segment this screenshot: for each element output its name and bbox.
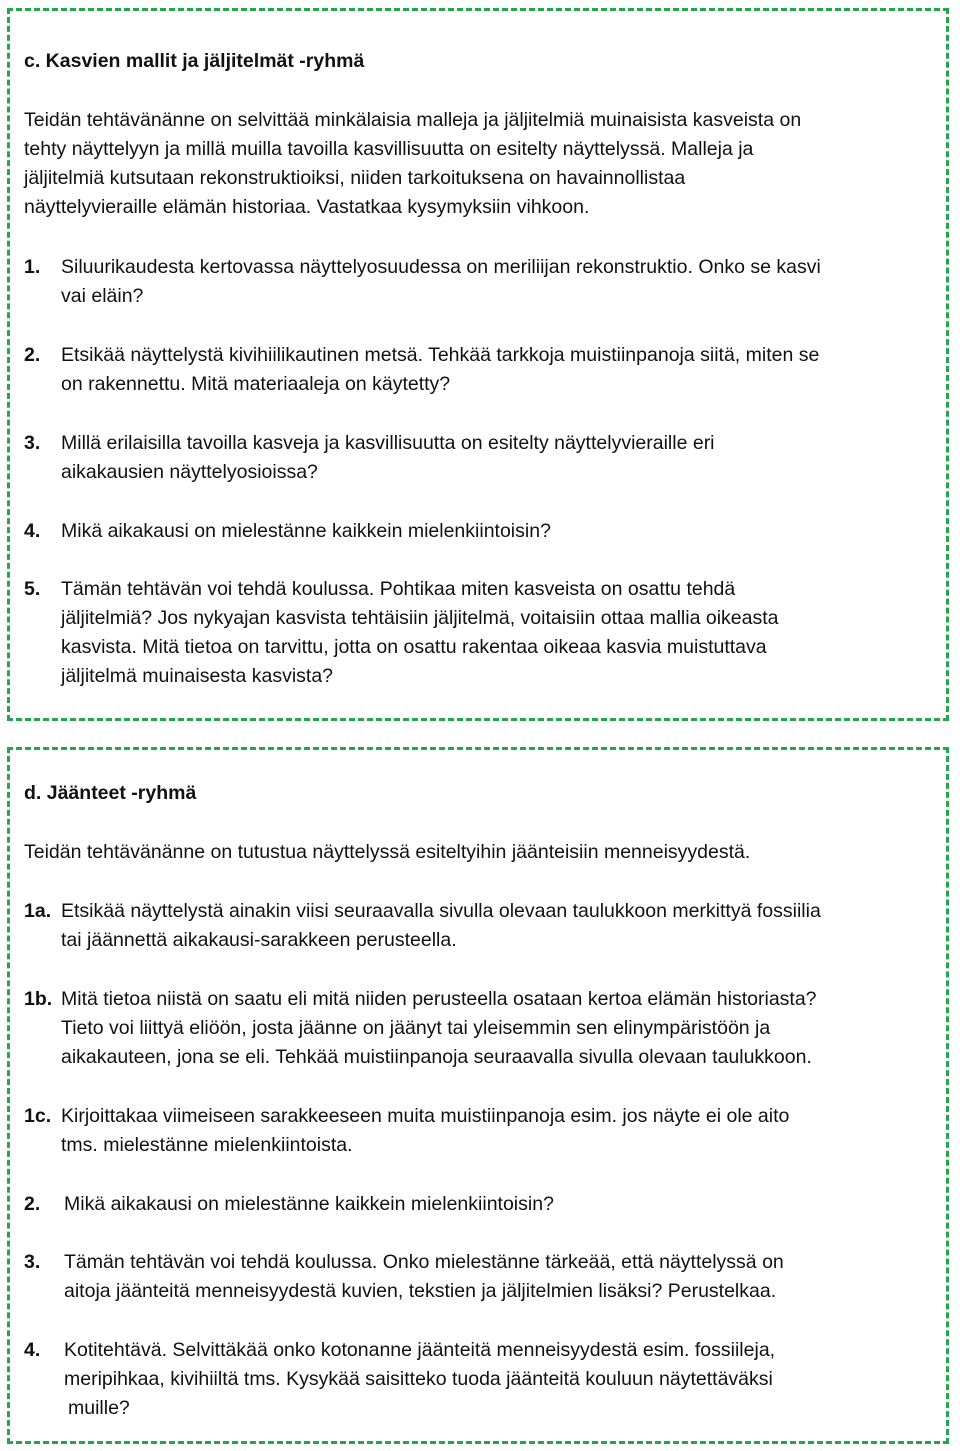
task-line: Mitä tietoa niistä on saatu eli mitä niiden perusteella osataan kertoa elämän historiasta?	[61, 988, 817, 1010]
intro-line: jäljitelmiä kutsutaan rekonstruktioiksi, niiden tarkoituksena on havainnollistaa	[24, 167, 686, 189]
question-line: jäljitelmä muinaisesta kasvista?	[61, 665, 334, 687]
task-line: muille?	[68, 1397, 130, 1419]
task-line: Etsikää näyttelystä ainakin viisi seuraavalla sivulla olevaan taulukkoon merkittyä fossiilia	[61, 900, 821, 922]
task-1a	[24, 897, 928, 955]
task-line: tms. mielestänne mielenkiintoista.	[61, 1134, 353, 1156]
task-number: 1a.	[24, 900, 52, 922]
question-number: 5.	[24, 578, 41, 600]
section-d-box	[7, 747, 949, 1444]
task-number: 2.	[24, 1193, 41, 1215]
question-line: aikakausien näyttelyosioissa?	[61, 461, 318, 483]
question-line: on rakennettu. Mitä materiaaleja on käytetty?	[61, 373, 451, 395]
task-line: aikakauteen, jona se eli. Tehkää muistiinpanoja seuraavalla sivulla olevaan taulukkoon.	[61, 1046, 812, 1068]
question-line: Tämän tehtävän voi tehdä koulussa. Pohtikaa miten kasveista on osattu tehdä	[61, 578, 736, 600]
question-line: jäljitelmiä? Jos nykyajan kasvista tehtäisiin jäljitelmä, voitaisiin ottaa mallia oikeasta	[61, 607, 779, 629]
task-number: 1b.	[24, 988, 53, 1010]
section-c-title: c. Kasvien mallit ja jäljitelmät -ryhmä	[24, 50, 365, 72]
task-number: 3.	[24, 1251, 41, 1273]
task-line: tai jäännettä aikakausi-sarakkeen perusteella.	[61, 929, 457, 951]
section-d-intro	[24, 838, 928, 867]
question-3	[24, 429, 928, 487]
question-line: kasvista. Mitä tietoa on tarvittu, jotta on osattu rakentaa oikeaa kasvia muistuttava	[61, 636, 767, 658]
intro-line: näyttelyvieraille elämän historiaa. Vastatkaa kysymyksiin vihkoon.	[24, 196, 590, 218]
intro-line: Teidän tehtävänänne on selvittää minkälaisia malleja ja jäljitelmiä muinaisista kasveista on	[24, 109, 802, 131]
question-1	[24, 253, 928, 311]
question-2	[24, 341, 928, 399]
question-line: Siluurikaudesta kertovassa näyttelyosuudessa on meriliijan rekonstruktio. Onko se kasvi	[61, 256, 821, 278]
question-number: 2.	[24, 344, 41, 366]
question-number: 1.	[24, 256, 41, 278]
task-line: Kirjoittakaa viimeiseen sarakkeeseen muita muistiinpanoja esim. jos näyte ei ole aito	[61, 1105, 790, 1127]
question-line: Etsikää näyttelystä kivihiilikautinen metsä. Tehkää tarkkoja muistiinpanoja siitä, miten se	[61, 344, 820, 366]
task-line: Mikä aikakausi on mielestänne kaikkein mielenkiintoisin?	[64, 1193, 554, 1215]
task-number: 1c.	[24, 1105, 52, 1127]
task-1b	[24, 985, 928, 1072]
task-number: 4.	[24, 1339, 41, 1361]
question-number: 3.	[24, 432, 41, 454]
task-4	[24, 1336, 928, 1423]
task-line: Tämän tehtävän voi tehdä koulussa. Onko mielestänne tärkeää, että näyttelyssä on	[64, 1251, 784, 1273]
section-d-title: d. Jäänteet -ryhmä	[24, 782, 197, 804]
section-c-intro	[24, 106, 928, 222]
question-4	[24, 517, 928, 546]
task-line: aitoja jäänteitä menneisyydestä kuvien, tekstien ja jäljitelmien lisäksi? Perustelkaa.	[64, 1280, 777, 1302]
task-line: Kotitehtävä. Selvittäkää onko kotonanne jäänteitä menneisyydestä esim. fossiileja,	[64, 1339, 776, 1361]
task-2	[24, 1190, 928, 1219]
task-3	[24, 1248, 928, 1306]
task-line: Tieto voi liittyä eliöön, josta jäänne on jäänyt tai yleisemmin sen elinympäristöön ja	[61, 1017, 771, 1039]
intro-line: Teidän tehtävänänne on tutustua näyttelyssä esiteltyihin jäänteisiin menneisyydestä.	[24, 841, 751, 863]
question-number: 4.	[24, 520, 41, 542]
question-line: Mikä aikakausi on mielestänne kaikkein mielenkiintoisin?	[61, 520, 551, 542]
task-1c	[24, 1102, 928, 1160]
question-line: Millä erilaisilla tavoilla kasveja ja kasvillisuutta on esitelty näyttelyvieraille eri	[61, 432, 715, 454]
section-c-box	[7, 8, 949, 721]
intro-line: tehty näyttelyyn ja millä muilla tavoilla kasvillisuutta on esitelty näyttelyssä. Malleja ja	[24, 138, 754, 160]
task-line: meripihkaa, kivihiiltä tms. Kysykää saisitteko tuoda jäänteitä kouluun näytettäväksi	[64, 1368, 773, 1390]
question-5	[24, 575, 928, 691]
question-line: vai eläin?	[61, 285, 144, 307]
